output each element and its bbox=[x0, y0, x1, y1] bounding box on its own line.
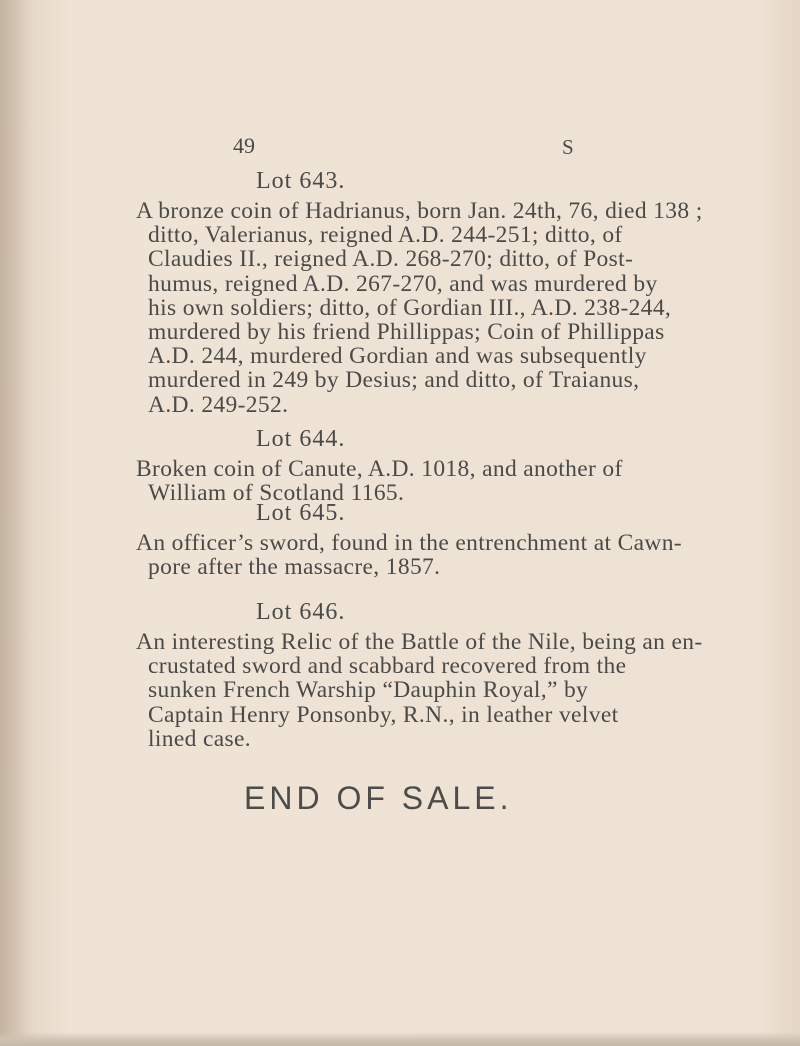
description-line: Broken coin of Canute, A.D. 1018, and another of bbox=[136, 456, 623, 482]
lot-description bbox=[136, 629, 708, 752]
description-line: William of Scotland 1165. bbox=[148, 480, 405, 507]
page-bottom-edge bbox=[0, 1032, 800, 1046]
lot-heading: Lot 643. bbox=[256, 168, 346, 194]
signature-mark: S bbox=[562, 135, 574, 159]
lot-heading: Lot 644. bbox=[256, 426, 346, 452]
lot-description bbox=[136, 456, 708, 507]
description-line: An officer’s sword, found in the entrenchment at Cawn- bbox=[136, 530, 682, 556]
description-line: crustated sword and scabbard recovered from the bbox=[148, 653, 627, 680]
lot-description bbox=[136, 198, 708, 418]
page-number: 49 bbox=[233, 133, 255, 158]
description-line: his own soldiers; ditto, of Gordian III., A.D. 238-244, bbox=[148, 294, 672, 321]
description-line: murdered in 249 by Desius; and ditto, of Traianus, bbox=[148, 367, 640, 394]
description-line: lined case. bbox=[148, 725, 252, 752]
page-header bbox=[233, 133, 573, 161]
lot-description bbox=[136, 530, 708, 581]
description-line: humus, reigned A.D. 267-270, and was murdered by bbox=[148, 270, 658, 297]
description-line: Captain Henry Ponsonby, R.N., in leather velvet bbox=[148, 701, 619, 728]
description-line: A.D. 244, murdered Gordian and was subsequently bbox=[148, 343, 647, 370]
description-line: A.D. 249-252. bbox=[148, 391, 289, 418]
description-line: sunken French Warship “Dauphin Royal,” by bbox=[148, 677, 589, 704]
description-line: ditto, Valerianus, reigned A.D. 244-251; ditto, of bbox=[148, 222, 623, 249]
description-line: An interesting Relic of the Battle of the Nile, being an en- bbox=[136, 629, 703, 655]
description-line: Claudies II., reigned A.D. 268-270; ditto, of Post- bbox=[148, 246, 634, 273]
lot-heading: Lot 645. bbox=[256, 500, 346, 526]
description-line: murdered by his friend Phillippas; Coin of Phillippas bbox=[148, 319, 665, 346]
binding-shadow bbox=[0, 0, 34, 1046]
end-of-sale: END OF SALE. bbox=[244, 780, 513, 816]
description-line: pore after the massacre, 1857. bbox=[148, 554, 441, 581]
lot-heading: Lot 646. bbox=[256, 599, 346, 625]
description-line: A bronze coin of Hadrianus, born Jan. 24th, 76, died 138 ; bbox=[136, 198, 703, 224]
